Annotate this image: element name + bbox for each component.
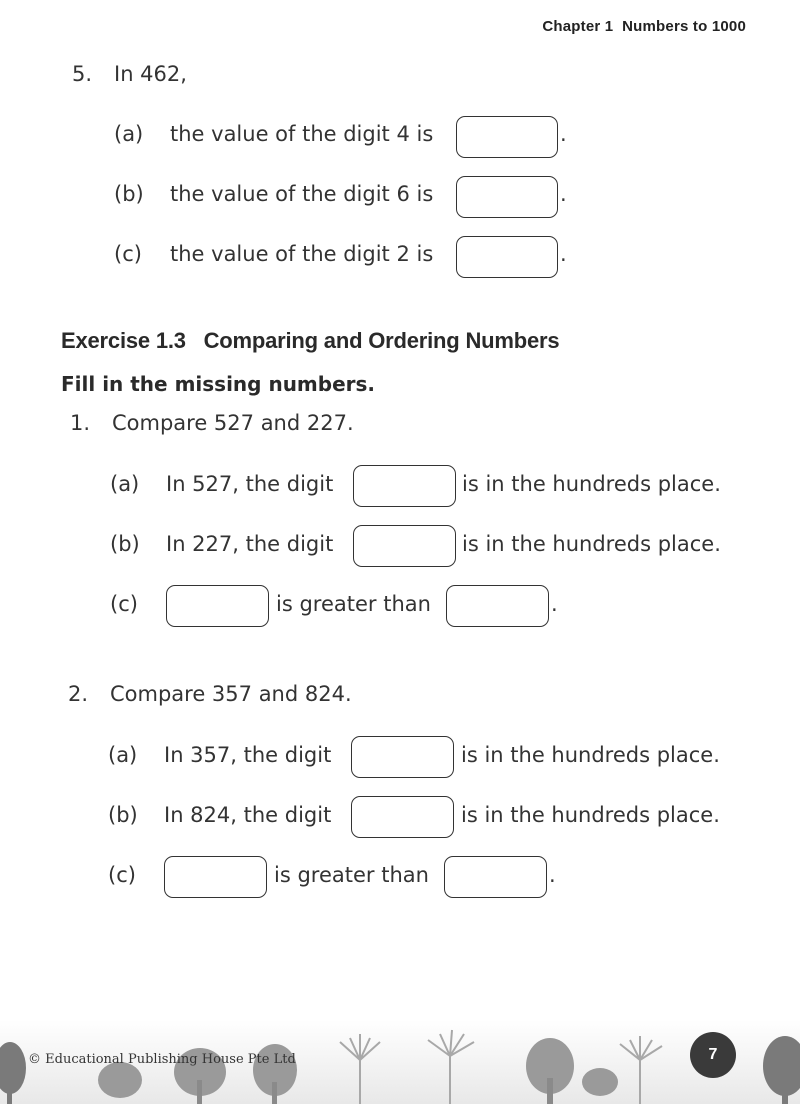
q1-part-a-after: is in the hundreds place.	[462, 472, 721, 496]
q2-part-c-second-box[interactable]	[444, 856, 547, 898]
q5-part-b-label: (b)	[114, 182, 144, 206]
q1-part-b-answer-box[interactable]	[353, 525, 456, 567]
q2-part-b-before: In 824, the digit	[164, 803, 332, 827]
q1-part-b-label: (b)	[110, 532, 140, 556]
q2-part-c-middle: is greater than	[274, 863, 429, 887]
q5-part-a-text: the value of the digit 4 is	[170, 122, 434, 146]
question-5-number: 5.	[72, 62, 93, 86]
q2-part-b-label: (b)	[108, 803, 138, 827]
question-1-number: 1.	[70, 411, 91, 435]
page-header	[542, 18, 746, 35]
q1-part-c-period: .	[551, 592, 558, 616]
q2-part-a-after: is in the hundreds place.	[461, 743, 720, 767]
exercise-instruction: Fill in the missing numbers.	[61, 372, 376, 396]
exercise-heading	[61, 328, 559, 354]
copyright-notice: © Educational Publishing House Pte Ltd	[28, 1052, 296, 1067]
question-2-prompt: Compare 357 and 824.	[110, 682, 352, 706]
page-number: 7	[708, 1046, 718, 1063]
q5-part-c-text: the value of the digit 2 is	[170, 242, 434, 266]
q5-part-c-period: .	[560, 242, 567, 266]
q1-part-c-label: (c)	[110, 592, 138, 616]
q1-part-a-label: (a)	[110, 472, 140, 496]
q5-part-a-answer-box[interactable]	[456, 116, 558, 158]
q5-part-a-label: (a)	[114, 122, 144, 146]
q1-part-b-before: In 227, the digit	[166, 532, 334, 556]
q1-part-c-second-box[interactable]	[446, 585, 549, 627]
q1-part-c-middle: is greater than	[276, 592, 431, 616]
q2-part-b-after: is in the hundreds place.	[461, 803, 720, 827]
q2-part-c-first-box[interactable]	[164, 856, 267, 898]
q5-part-b-text: the value of the digit 6 is	[170, 182, 434, 206]
q5-part-b-period: .	[560, 182, 567, 206]
question-2-number: 2.	[68, 682, 89, 706]
q2-part-c-label: (c)	[108, 863, 136, 887]
question-1-prompt: Compare 527 and 227.	[112, 411, 354, 435]
q2-part-a-label: (a)	[108, 743, 138, 767]
q1-part-c-first-box[interactable]	[166, 585, 269, 627]
header-title: Numbers to 1000	[622, 18, 746, 35]
q5-part-b-answer-box[interactable]	[456, 176, 558, 218]
q2-part-b-answer-box[interactable]	[351, 796, 454, 838]
question-5-prompt: In 462,	[114, 62, 187, 86]
q5-part-c-label: (c)	[114, 242, 142, 266]
exercise-number: Exercise 1.3	[61, 328, 186, 353]
q2-part-a-answer-box[interactable]	[351, 736, 454, 778]
q5-part-a-period: .	[560, 122, 567, 146]
q1-part-b-after: is in the hundreds place.	[462, 532, 721, 556]
q2-part-a-before: In 357, the digit	[164, 743, 332, 767]
exercise-title: Comparing and Ordering Numbers	[203, 328, 560, 353]
q2-part-c-period: .	[549, 863, 556, 887]
header-chapter: Chapter 1	[542, 18, 614, 35]
q1-part-a-answer-box[interactable]	[353, 465, 456, 507]
q1-part-a-before: In 527, the digit	[166, 472, 334, 496]
q5-part-c-answer-box[interactable]	[456, 236, 558, 278]
